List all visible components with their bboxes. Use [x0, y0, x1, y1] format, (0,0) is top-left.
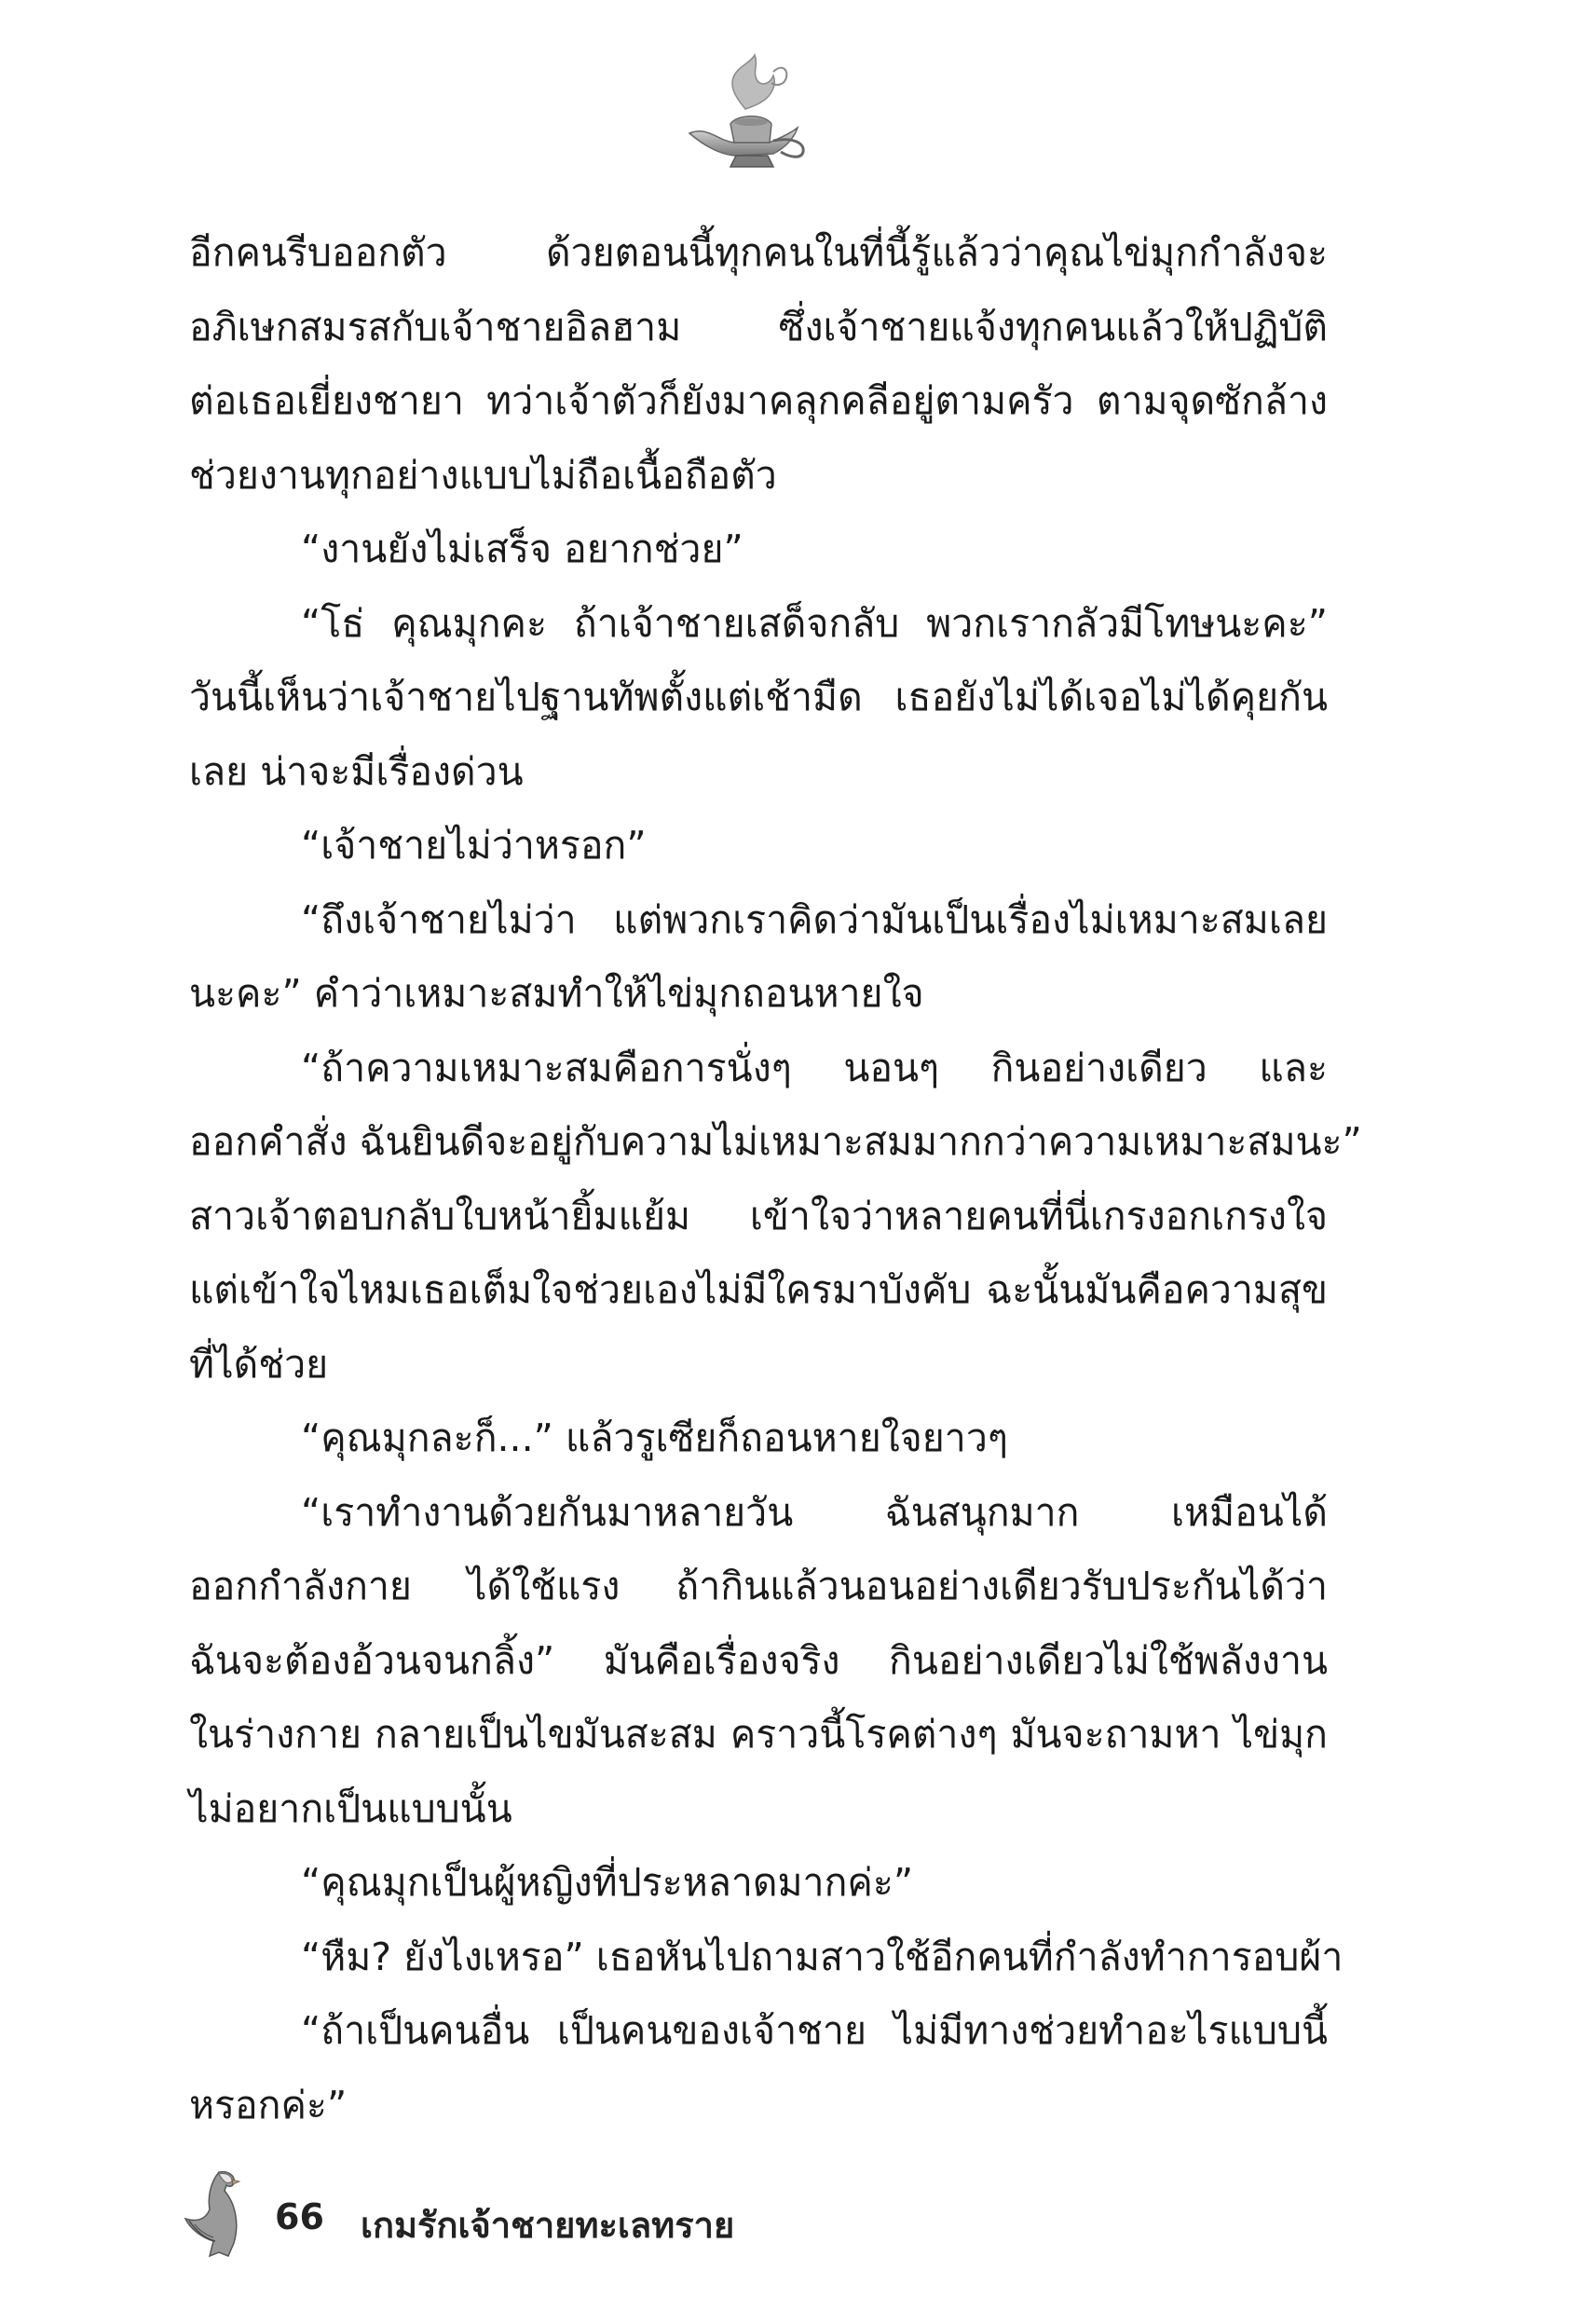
text-line: “คุณมุกเป็นผู้หญิงที่ประหลาดมากค่ะ”: [301, 1860, 914, 1905]
page-footer: [182, 2167, 1020, 2269]
text-line: วันนี้เห็นว่าเจ้าชายไปฐานทัพตั้งแต่เช้ามืด เธอยังไม่ได้เจอไม่ได้คุยกัน: [189, 675, 1328, 719]
text-line: “เราทำงานด้วยกันมาหลายวัน ฉันสนุกมาก เหมือนได้: [301, 1489, 1328, 1535]
book-title: เกมรักเจ้าชายทะเลทราย: [361, 2205, 735, 2246]
text-line: ต่อเธอเยี่ยงชายา ทว่าเจ้าตัวก็ยังมาคลุกคลีอยู่ตามครัว ตามจุดซักล้าง: [189, 378, 1328, 423]
text-line: “ถึงเจ้าชายไม่ว่า แต่พวกเราคิดว่ามันเป็นเรื่องไม่เหมาะสมเลย: [301, 896, 1328, 942]
text-line: อภิเษกสมรสกับเจ้าชายอิลฮาม ซึ่งเจ้าชายแจ้งทุกคนแล้วให้ปฏิบัติ: [189, 304, 1328, 349]
text-line: อีกคนรีบออกตัว ด้วยตอนนี้ทุกคนในที่นี้รู้แล้วว่าคุณไข่มุกกำลังจะ: [189, 230, 1328, 275]
text-line: สาวเจ้าตอบกลับใบหน้ายิ้มแย้ม เข้าใจว่าหลายคนที่นี่เกรงอกเกรงใจ: [189, 1193, 1328, 1238]
text-line: ในร่างกาย กลายเป็นไขมันสะสม คราวนี้โรคต่างๆ มันจะถามหา ไข่มุก: [189, 1712, 1328, 1757]
text-line: “ถ้าความเหมาะสมคือการนั่งๆ นอนๆ กินอย่างเดียว และ: [301, 1045, 1328, 1090]
text-line: ออกกำลังกาย ได้ใช้แรง ถ้ากินแล้วนอนอย่างเดียวรับประกันได้ว่า: [189, 1564, 1328, 1608]
page-number: 66: [275, 2196, 324, 2237]
text-line: ที่ได้ช่วย: [189, 1341, 329, 1387]
genie-lamp-icon: [680, 51, 820, 177]
text-line: “โธ่ คุณมุกคะ ถ้าเจ้าชายเสด็จกลับ พวกเรากลัวมีโทษนะคะ”: [301, 600, 1328, 646]
text-line: ช่วยงานทุกอย่างแบบไม่ถือเนื้อถือตัว: [189, 452, 777, 498]
text-line: “ถ้าเป็นคนอื่น เป็นคนของเจ้าชาย ไม่มีทางช่วยทำอะไรแบบนี้: [301, 2008, 1328, 2053]
body-text: [189, 216, 1362, 2142]
text-line: เลย น่าจะมีเรื่องด่วน: [189, 748, 524, 794]
text-line: ไม่อยากเป็นแบบนั้น: [189, 1785, 512, 1831]
text-line: ฉันจะต้องอ้วนจนกลิ้ง” มันคือเรื่องจริง กินอย่างเดียวไม่ใช้พลังงาน: [189, 1637, 1328, 1683]
text-line: “งานยังไม่เสร็จ อยากช่วย”: [301, 526, 743, 571]
text-line: “เจ้าชายไม่ว่าหรอก”: [301, 823, 647, 868]
text-line: “คุณมุกละก็...” แล้วรูเซียก็ถอนหายใจยาวๆ: [301, 1415, 1008, 1460]
text-line: นะคะ” คำว่าเหมาะสมทำให้ไข่มุกถอนหายใจ: [189, 971, 924, 1016]
eagle-icon: [182, 2167, 247, 2260]
text-line: แต่เข้าใจไหมเธอเต็มใจช่วยเองไม่มีใครมาบังคับ ฉะนั้นมันคือความสุข: [189, 1267, 1328, 1312]
text-line: หรอกค่ะ”: [189, 2082, 348, 2127]
text-line: ออกคำสั่ง ฉันยินดีจะอยู่กับความไม่เหมาะสมมากกว่าความเหมาะสมนะ”: [189, 1119, 1362, 1164]
text-line: “หืม? ยังไงเหรอ” เธอหันไปถามสาวใช้อีกคนที่กำลังทำการอบผ้า: [301, 1934, 1344, 1979]
